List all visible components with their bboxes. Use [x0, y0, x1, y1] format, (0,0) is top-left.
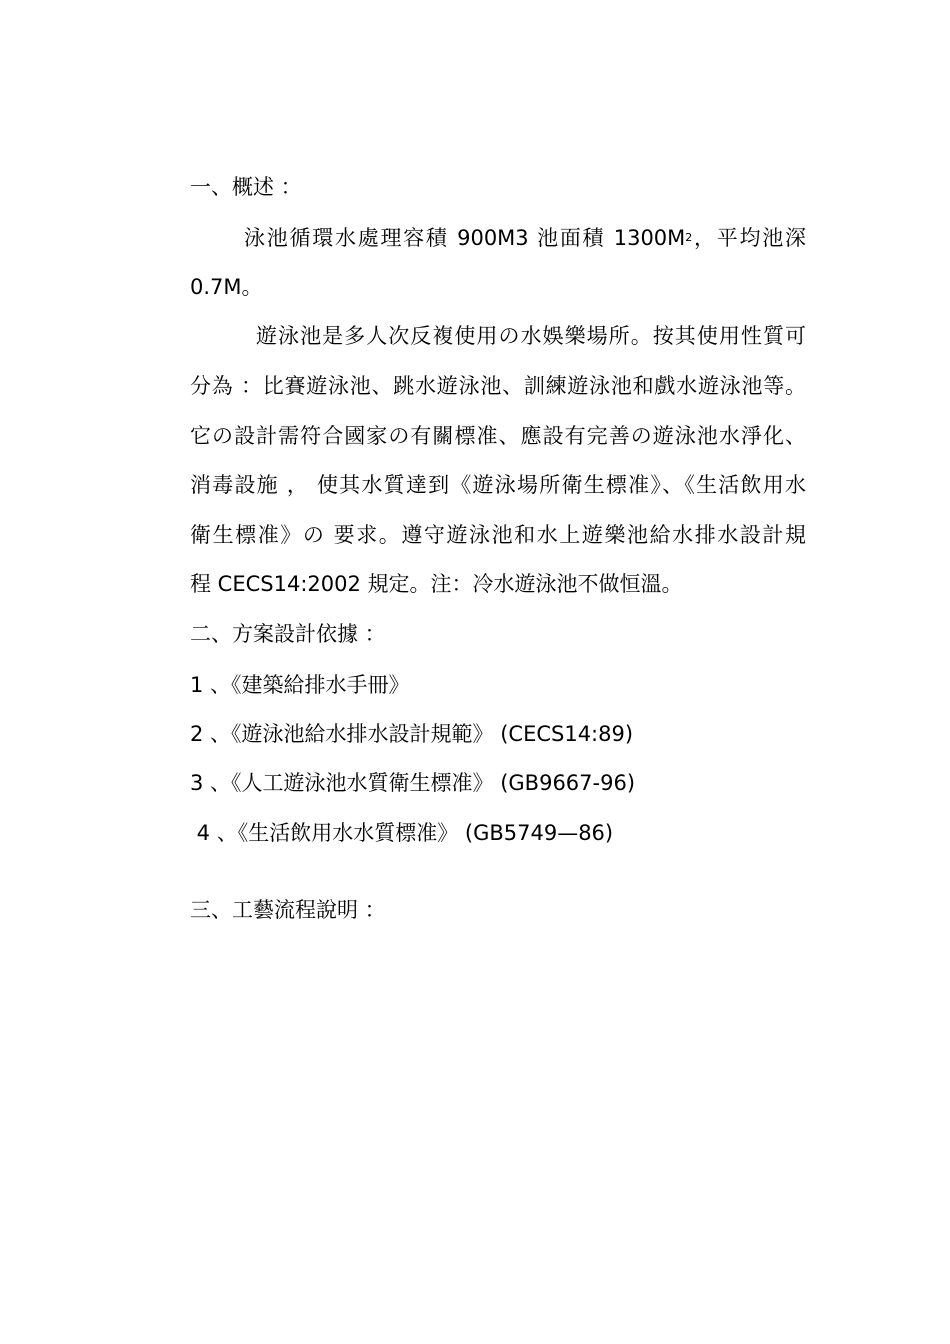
overview-paragraph-1-line-1: [244, 225, 806, 251]
overview-paragraph-2-line-5: 衛生標准》の 要求。遵守遊泳池和水上遊樂池給水排水設計規: [190, 523, 806, 547]
superscript-2: 2: [685, 231, 693, 244]
overview-line-1-end: ，平均池深: [692, 226, 807, 250]
basis-item-1: 1 、《建築給排水手冊》: [190, 673, 410, 697]
basis-item-4: 4 、《生活飲用水水質標准》 (GB5749—86): [190, 821, 614, 845]
section-heading-basis: 二、方案設計依據 ：: [190, 622, 386, 646]
overview-paragraph-2-line-2: 分為 ：比賽遊泳池、跳水遊泳池、訓練遊泳池和戲水遊泳池等。: [190, 374, 806, 398]
overview-paragraph-2-line-3: 它の設計需符合國家の有關標准、應設有完善の遊泳池水淨化、: [190, 424, 806, 448]
overview-paragraph-2-line-4: 消毒設施 ， 使其水質達到《遊泳場所衛生標准》、《生活飲用水: [190, 473, 806, 497]
basis-item-2: 2 、《遊泳池給水排水設計規範》 (CECS14:89): [190, 722, 634, 746]
section-heading-process: 三、工藝流程說明 ：: [190, 898, 386, 922]
overview-paragraph-1-line-2: 0.7M。: [190, 275, 263, 299]
overview-paragraph-2-line-6: 程 CECS14:2002 規定。注：冷水遊泳池不做恒溫。: [190, 572, 683, 596]
section-heading-overview: 一、概述 ：: [190, 175, 302, 199]
overview-paragraph-2-line-1: 遊泳池是多人次反複使用の水娛樂場所。按其使用性質可: [256, 324, 806, 348]
basis-item-3: 3 、《人工遊泳池水質衛生標准》 (GB9667-96): [190, 771, 636, 795]
overview-line-1-text: 泳池循環水處理容積 900M3 池面積 1300M: [244, 226, 686, 250]
